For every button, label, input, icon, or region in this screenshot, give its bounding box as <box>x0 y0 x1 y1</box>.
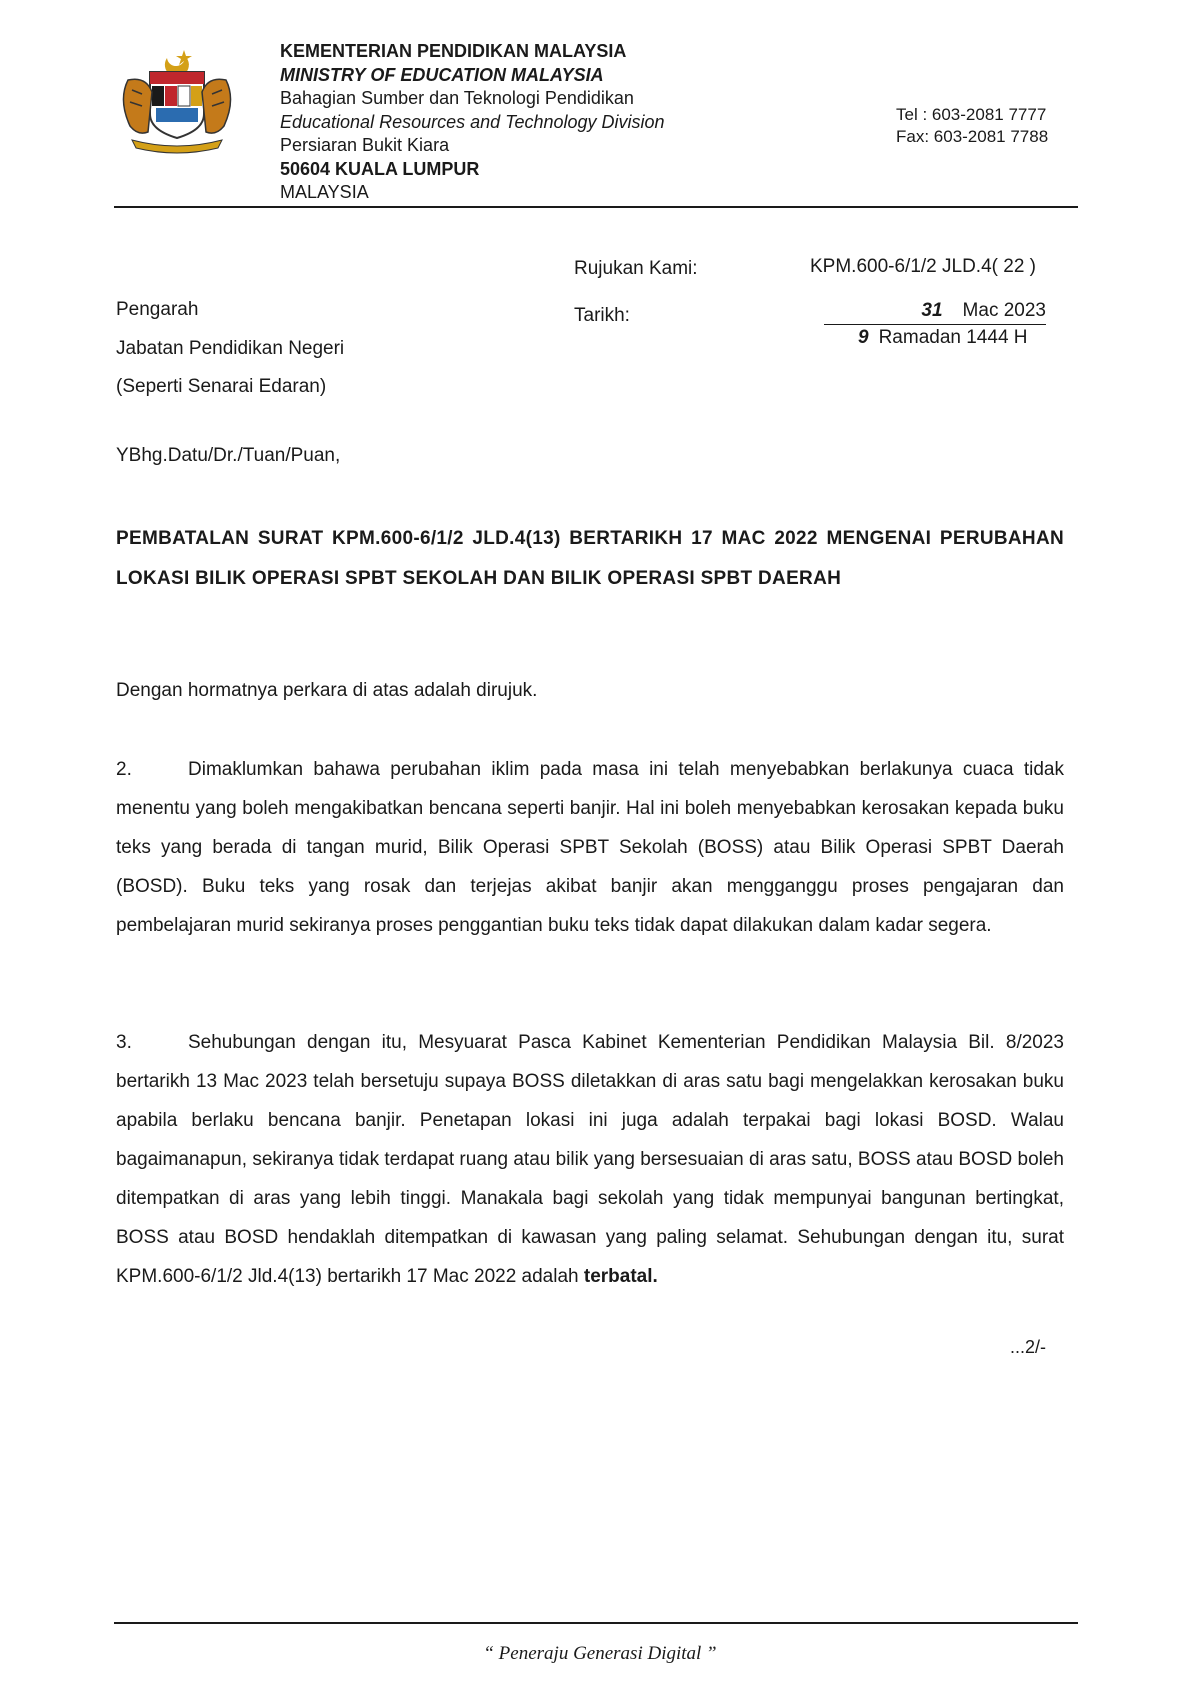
handwritten-day: 31 <box>921 300 943 321</box>
date-gregorian <box>824 300 1046 325</box>
telephone-number: Tel : 603-2081 7777 <box>896 105 1047 124</box>
paragraph-2 <box>116 750 1064 945</box>
contact-block <box>896 104 1076 148</box>
addressee-line: Jabatan Pendidikan Negeri <box>116 337 345 359</box>
reference-label: Rujukan Kami: <box>574 258 698 279</box>
address-street: Persiaran Bukit Kiara <box>280 135 450 155</box>
date-label: Tarikh: <box>574 305 630 326</box>
letterhead-divider <box>114 206 1078 208</box>
intro-sentence: Dengan hormatnya perkara di atas adalah dirujuk. <box>116 680 538 701</box>
emphasis-word: terbatal. <box>583 1266 658 1287</box>
malaysia-coat-of-arms-icon <box>112 44 242 154</box>
footer-divider <box>114 1622 1078 1624</box>
addressee-block <box>116 291 344 407</box>
fax-number: Fax: 603-2081 7788 <box>896 127 1049 146</box>
address-country: MALAYSIA <box>280 182 369 202</box>
date-month-year: Mac 2023 <box>962 300 1046 321</box>
reference-number: KPM.600-6/1/2 JLD.4( 22 ) <box>810 256 1036 277</box>
addressee-line: (Seperti Senarai Edaran) <box>116 376 327 397</box>
salutation: YBhg.Datu/Dr./Tuan/Puan, <box>116 445 341 466</box>
division-name-english: Educational Resources and Technology Division <box>280 111 665 132</box>
paragraph-number: 3. <box>116 1032 132 1053</box>
ministry-name-malay: KEMENTERIAN PENDIDIKAN MALAYSIA <box>280 41 627 61</box>
letterhead <box>280 40 840 205</box>
paragraph-number: 2. <box>116 759 132 780</box>
date-hijri <box>858 327 1028 349</box>
addressee-line: Pengarah <box>116 299 199 320</box>
division-name-malay: Bahagian Sumber dan Teknologi Pendidikan <box>280 88 634 108</box>
address-city: 50604 KUALA LUMPUR <box>280 158 480 179</box>
paragraph-3 <box>116 1023 1064 1296</box>
ministry-name-english: MINISTRY OF EDUCATION MALAYSIA <box>280 64 604 85</box>
hijri-month-year: Ramadan 1444 H <box>878 327 1028 348</box>
paragraph-text: Sehubungan dengan itu, Mesyuarat Pasca Kabinet Kementerian Pendidikan Malaysia Bil. 8/2023 bertarikh 13 Mac 2023 telah bersetuju supaya BOSS diletakkan di aras satu bagi mengelakkan kerosakan buku apabila berlaku bencana banjir. Penetapan lokasi ini juga adalah terpakai bagi lokasi BOSD. Walau bagaimanapun, sekiranya tidak terdapat ruang atau bilik yang bersesuaian di aras satu, BOSS atau BOSD boleh ditempatkan di aras yang lebih tinggi. Manakala bagi sekolah yang tidak mempunyai bangunan bertingkat, BOSS atau BOSD hendaklah ditempatkan di kawasan yang paling selamat. Sehubungan dengan itu, surat KPM.600-6/1/2 Jld.4(13) bertarikh 17 Mac 2022 adalah <box>116 1032 1064 1287</box>
letter-subject-title: PEMBATALAN SURAT KPM.600-6/1/2 JLD.4(13) BERTARIKH 17 MAC 2022 MENGENAI PERUBAHAN LOKASI BILIK OPERASI SPBT SEKOLAH DAN BILIK OPERASI SPBT DAERAH <box>116 528 1064 589</box>
page-continuation-marker: ...2/- <box>1010 1337 1047 1357</box>
paragraph-text: Dimaklumkan bahawa perubahan iklim pada masa ini telah menyebabkan berlakunya cuaca tidak menentu yang boleh mengakibatkan bencana seperti banjir. Hal ini boleh menyebabkan kerosakan kepada buku teks yang berada di tangan murid, Bilik Operasi SPBT Sekolah (BOSS) atau Bilik Operasi SPBT Daerah (BOSD). Buku teks yang rosak dan terjejas akibat banjir akan mengganggu proses pengajaran dan pembelajaran murid sekiranya proses penggantian buku teks tidak dapat dilakukan dalam kadar segera. <box>116 759 1064 936</box>
footer-motto: “ Peneraju Generasi Digital ” <box>483 1643 717 1664</box>
handwritten-hijri-day: 9 <box>858 327 869 348</box>
